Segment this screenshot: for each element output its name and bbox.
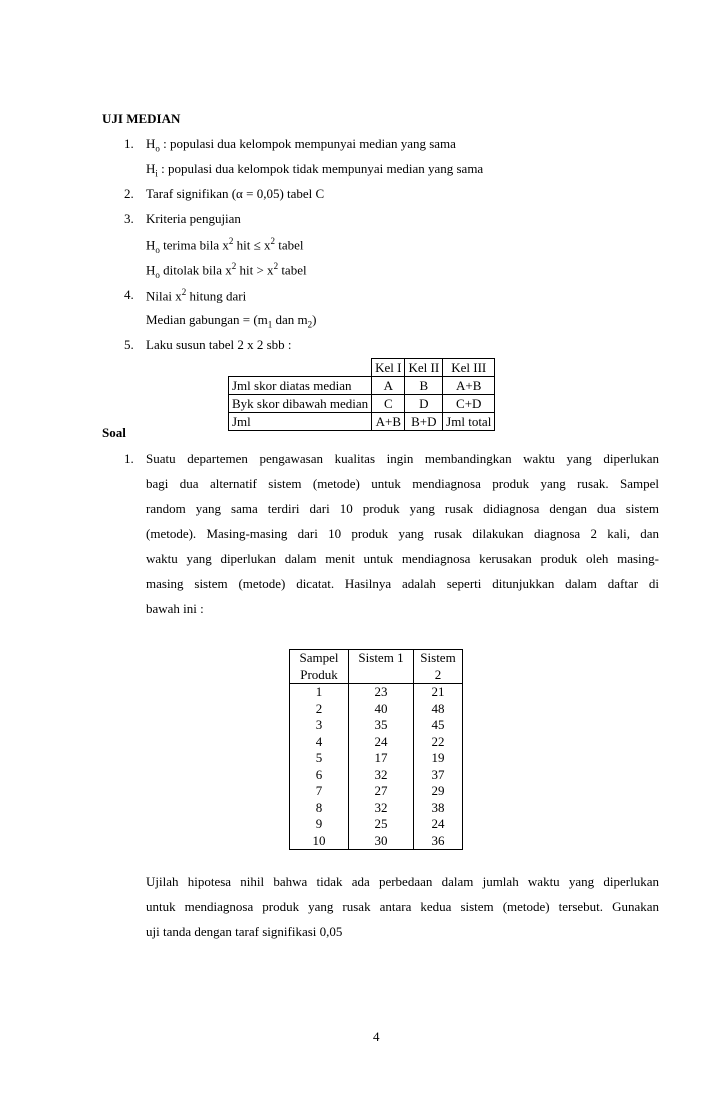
row-label: Jml [229,413,372,431]
page-number: 4 [373,1029,380,1044]
row-label: Jml skor diatas median [229,377,372,395]
data-table [289,649,463,850]
paragraph-line: uji tanda dengan taraf signifikasi 0,05 [146,924,343,939]
table-cell: 17 [374,750,388,765]
table-cell: 24 [374,733,388,749]
heading-uji-median: UJI MEDIAN [102,111,181,126]
table-cell: A+B [372,413,405,431]
paragraph-line: waktu yang diperlukan dalam menit untuk mendiagnosa kerusakan produk oleh masing- [146,551,659,566]
table-cell: 9 [315,816,323,831]
item-number-2: 2. [124,186,134,201]
table-cell: 7 [315,783,323,798]
table-cell: 32 [374,766,388,782]
table-cell: 37 [431,766,445,782]
header-kel-3: Kel III [443,359,495,377]
table-cell: B [405,377,443,395]
table-cell: 21 [431,684,445,699]
table-cell: 19 [431,750,445,765]
table-cell: 10 [312,832,326,848]
table-cell: 6 [315,766,323,782]
paragraph-line: random yang sama terdiri dari 10 produk yang rusak didiagnosa dengan dua sistem [146,501,659,516]
kriteria-terima: $H_o$ terima bila $x^2$ hit ≤ $x^2$ tabel [146,236,304,255]
laku-susun: Laku susun tabel 2 x 2 sbb : [146,337,292,352]
paragraph-line: bagi dua alternatif sistem (metode) untuk mendiagnosa produk yang rusak. Sampel [146,476,659,491]
hypothesis-h1: $H_i$ : populasi dua kelompok tidak mempunyai median yang sama [146,161,484,179]
column-produk [290,684,349,850]
soal-heading: Soal [102,425,126,440]
table-row [229,413,495,431]
median-gabungan: Median gabungan = ($m_1$ dan $m_2$) [146,312,317,330]
table-cell: 24 [431,816,445,831]
table-cell: 30 [374,832,388,848]
soal-paragraph [146,446,659,621]
contingency-table [228,358,495,431]
table-cell: 8 [315,799,323,815]
table-cell: 22 [431,733,445,749]
table-cell: 29 [431,783,445,798]
table-cell: B+D [405,413,443,431]
table-cell: 38 [431,799,445,815]
item-number-4: 4. [124,287,134,302]
paragraph-line: masing sistem (metode) dicatat. Hasilnya adalah seperti ditunjukkan dalam daftar di [146,576,659,591]
paragraph-line: untuk mendiagnosa produk yang rusak antara kedua sistem (metode) tersebut. Gunakan [146,899,659,914]
table-cell: 23 [374,684,388,699]
table-cell: 1 [315,684,323,699]
row-label: Byk skor dibawah median [229,395,372,413]
paragraph-line: Ujilah hipotesa nihil bahwa tidak ada perbedaan dalam jumlah waktu yang diperlukan [146,874,659,889]
table-cell: 27 [374,783,388,798]
table-row [229,395,495,413]
nilai-x2: Nilai $x^2$ hitung dari [146,287,247,304]
closing-paragraph [146,869,659,944]
header-sistem-2: Sistem 2 [414,650,463,684]
paragraph-line: (metode). Masing-masing dari 10 produk yang rusak dilakukan diagnosa 2 kali, dan [146,526,659,541]
header-sistem-1: Sistem 1 [349,650,414,684]
table-cell: 48 [431,700,445,716]
column-sistem-2 [414,684,463,850]
header-kel-1: Kel I [372,359,405,377]
table-body [290,684,463,850]
paragraph-line: bawah ini : [146,601,204,616]
item-number-5: 5. [124,337,134,352]
table-row [229,377,495,395]
paragraph-line: Suatu departemen pengawasan kualitas ingin membandingkan waktu yang diperlukan [146,451,659,466]
item-number-3: 3. [124,211,134,226]
table-cell: 40 [374,700,388,716]
header-kel-2: Kel II [405,359,443,377]
table-header-row [229,359,495,377]
table-cell: 2 [315,700,323,716]
table-header-row [290,650,463,684]
table-cell: 36 [431,832,445,848]
table-cell: 3 [315,717,323,732]
table-cell: A [372,377,405,395]
table-cell: 25 [374,816,388,831]
table-cell: 45 [431,717,445,732]
taraf-signifikan: Taraf signifikan (α = 0,05) tabel C [146,186,325,201]
table-cell: C+D [443,395,495,413]
header-sampel-produk: Sampel Produk [290,650,349,684]
table-cell: 4 [315,733,323,749]
item-number-1: 1. [124,136,134,151]
table-cell: C [372,395,405,413]
column-sistem-1 [349,684,414,850]
table-cell: 32 [374,799,388,815]
table-cell: Jml total [443,413,495,431]
hypothesis-h0: $H_o$ : populasi dua kelompok mempunyai median yang sama [146,136,456,154]
kriteria-pengujian: Kriteria pengujian [146,211,241,226]
soal-number-1: 1. [124,451,134,466]
table-cell: 5 [315,750,323,765]
table-cell: A+B [443,377,495,395]
kriteria-tolak: $H_o$ ditolak bila $x^2$ hit > $x^2$ tabel [146,261,307,280]
table-cell: D [405,395,443,413]
table-cell: 35 [374,717,388,732]
